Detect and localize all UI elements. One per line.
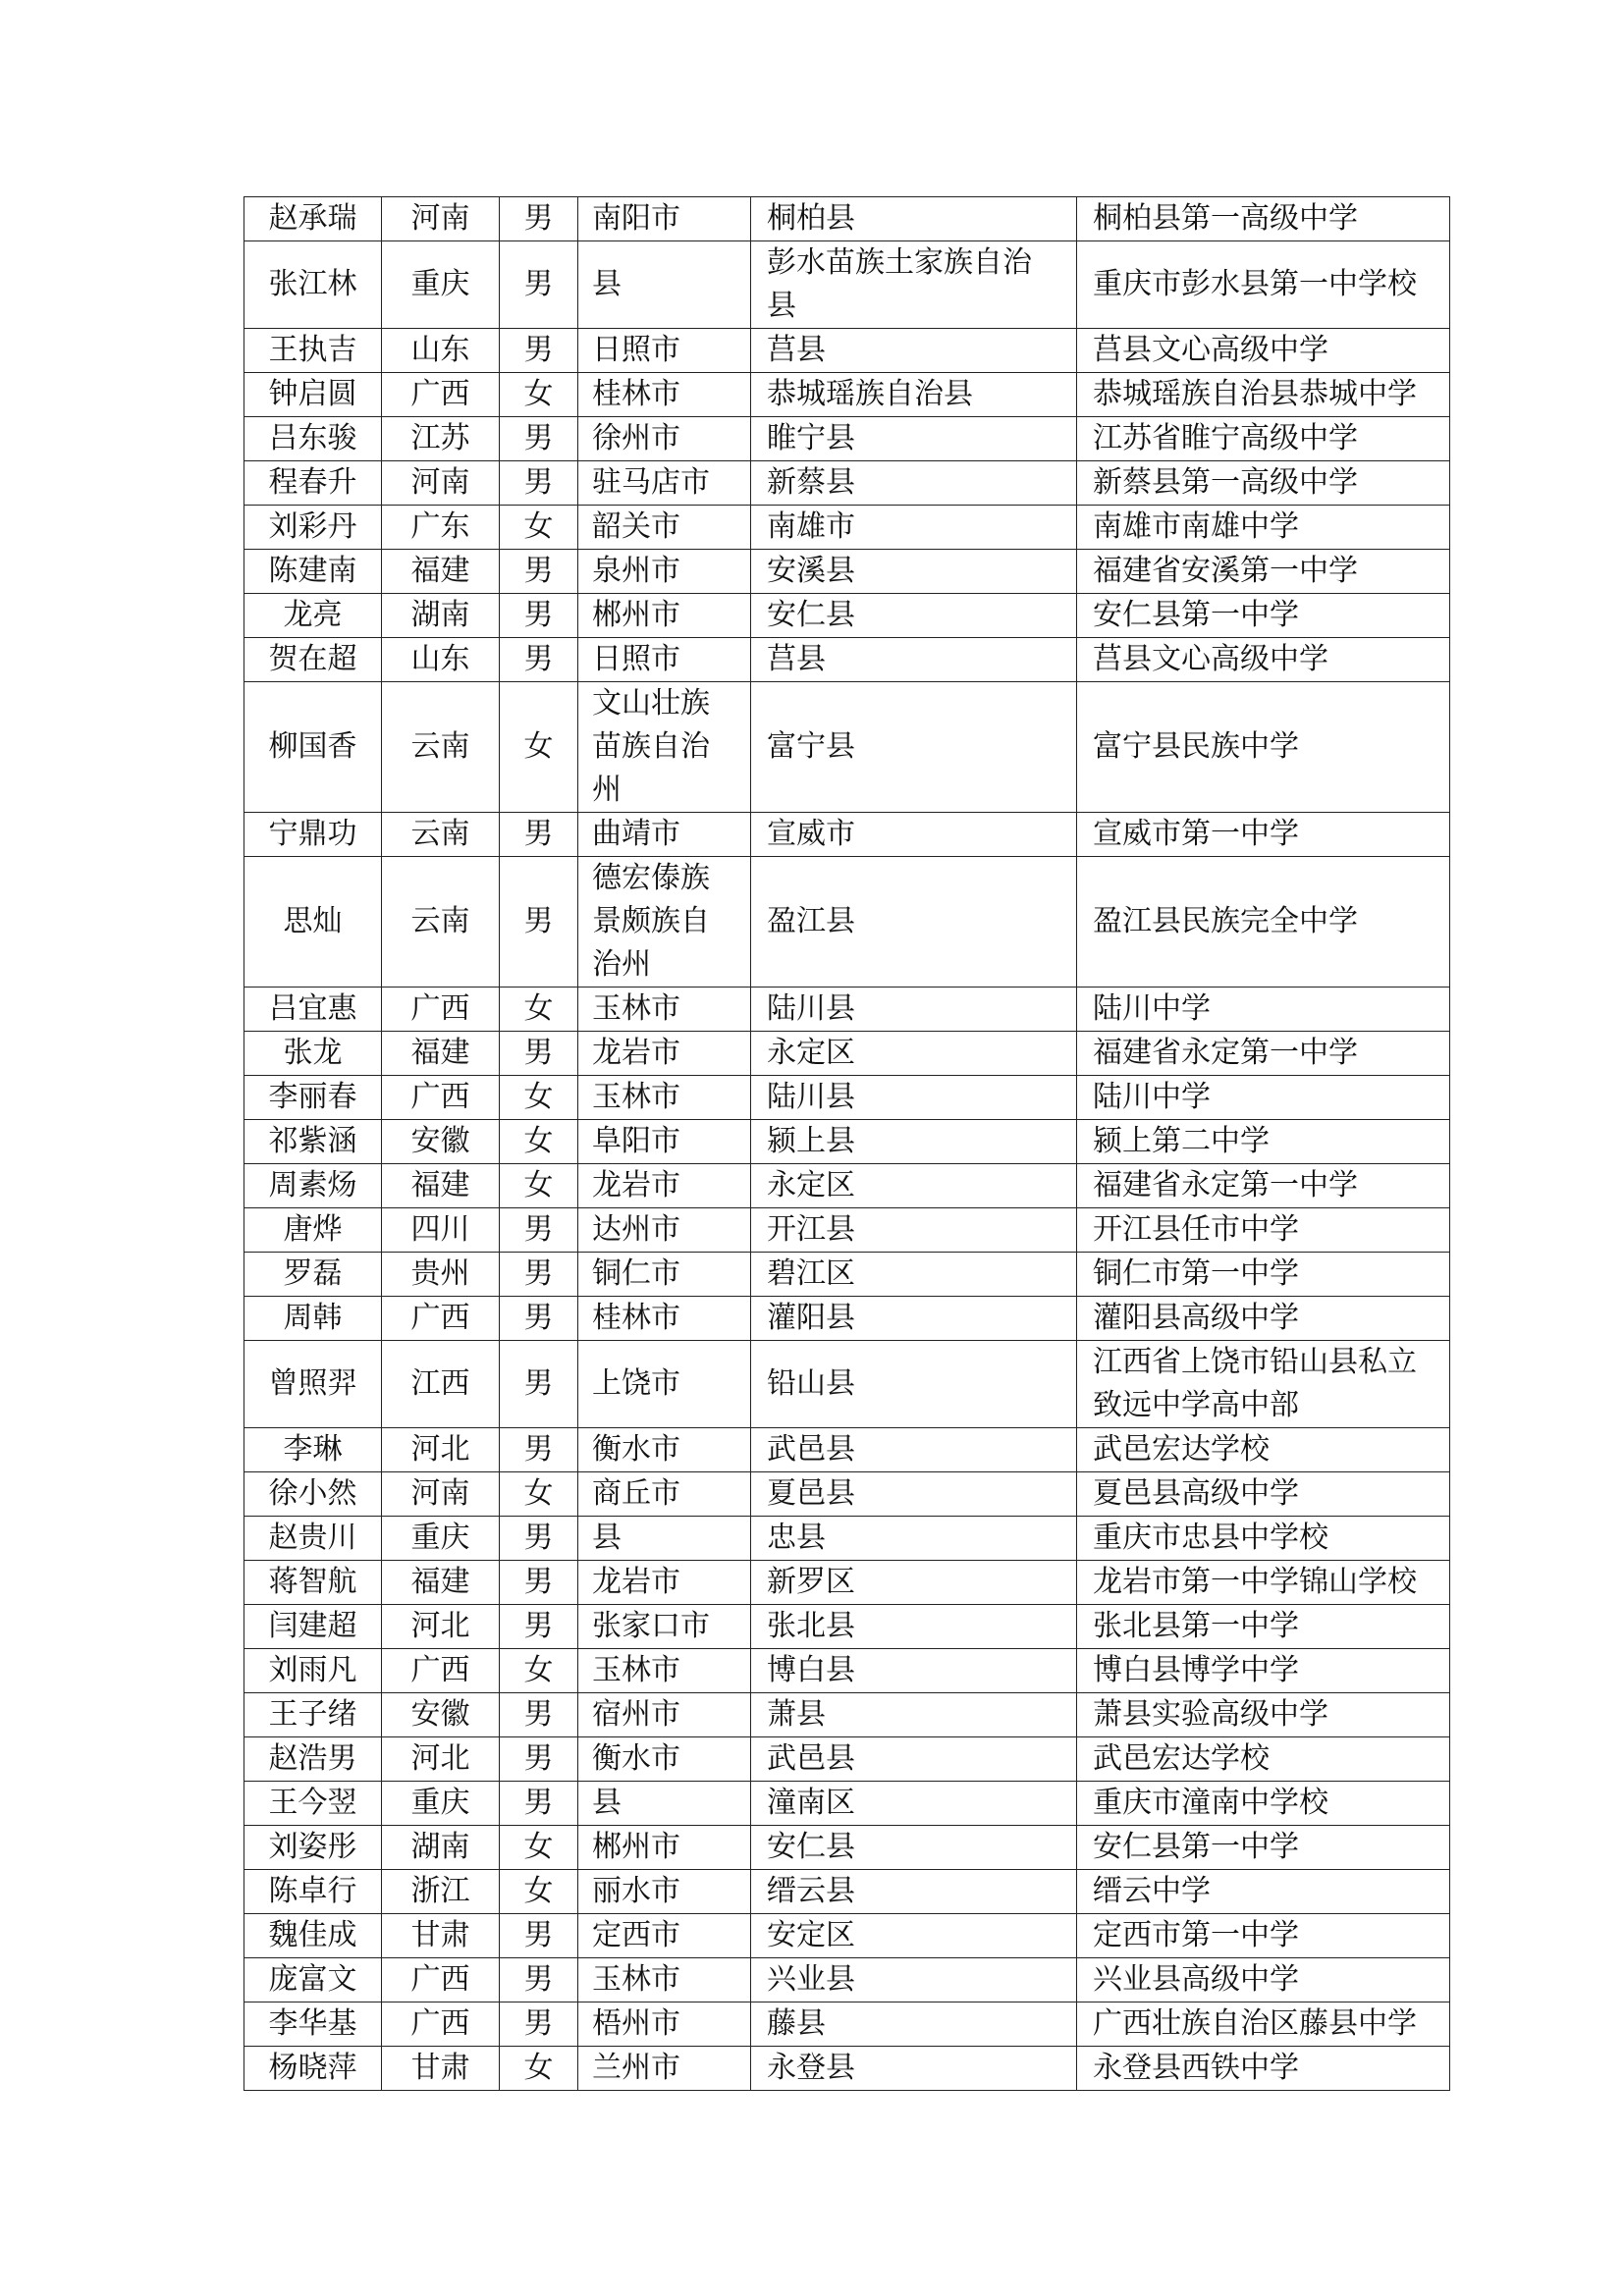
- province-cell: 贵州: [382, 1253, 500, 1297]
- school-cell: 盈江县民族完全中学: [1077, 857, 1450, 988]
- county-cell: 开江县: [751, 1208, 1077, 1253]
- table-row: [244, 1782, 1450, 1826]
- school-cell: 安仁县第一中学: [1077, 1826, 1450, 1870]
- province-cell: 云南: [382, 682, 500, 813]
- student-name-cell: 柳国香: [244, 682, 382, 813]
- county-cell: 陆川县: [751, 988, 1077, 1032]
- student-name-cell: 张江林: [244, 241, 382, 329]
- city-cell: 宿州市: [578, 1693, 751, 1737]
- school-cell: 宣威市第一中学: [1077, 813, 1450, 857]
- table-row: [244, 638, 1450, 682]
- county-cell: 兴业县: [751, 1958, 1077, 2002]
- school-cell: 萧县实验高级中学: [1077, 1693, 1450, 1737]
- city-cell: 玉林市: [578, 1958, 751, 2002]
- gender-cell: 女: [500, 373, 578, 417]
- table-row: [244, 417, 1450, 461]
- table-row: [244, 1958, 1450, 2002]
- gender-cell: 男: [500, 550, 578, 594]
- city-cell: 铜仁市: [578, 1253, 751, 1297]
- table-row: [244, 2002, 1450, 2047]
- county-cell: 灌阳县: [751, 1297, 1077, 1341]
- province-cell: 福建: [382, 1164, 500, 1208]
- table-row: [244, 1826, 1450, 1870]
- student-roster-table: [244, 196, 1450, 2091]
- school-cell: 恭城瑶族自治县恭城中学: [1077, 373, 1450, 417]
- table-row: [244, 1737, 1450, 1782]
- school-cell: 兴业县高级中学: [1077, 1958, 1450, 2002]
- city-cell: 上饶市: [578, 1341, 751, 1428]
- student-name-cell: 罗磊: [244, 1253, 382, 1297]
- province-cell: 福建: [382, 1032, 500, 1076]
- school-cell: 福建省安溪第一中学: [1077, 550, 1450, 594]
- student-name-cell: 赵贵川: [244, 1517, 382, 1561]
- school-cell: 颍上第二中学: [1077, 1120, 1450, 1164]
- table-row: [244, 1428, 1450, 1472]
- school-cell: 莒县文心高级中学: [1077, 638, 1450, 682]
- province-cell: 福建: [382, 550, 500, 594]
- student-name-cell: 陈卓行: [244, 1870, 382, 1914]
- student-name-cell: 闫建超: [244, 1605, 382, 1649]
- table-row: [244, 550, 1450, 594]
- city-cell: 县: [578, 1517, 751, 1561]
- county-cell: 藤县: [751, 2002, 1077, 2047]
- gender-cell: 男: [500, 1428, 578, 1472]
- student-name-cell: 杨晓萍: [244, 2047, 382, 2091]
- table-row: [244, 857, 1450, 988]
- roster-table-body: [244, 197, 1450, 2091]
- student-name-cell: 王执吉: [244, 329, 382, 373]
- gender-cell: 女: [500, 1120, 578, 1164]
- table-row: [244, 2047, 1450, 2091]
- table-row: [244, 1208, 1450, 1253]
- gender-cell: 男: [500, 1297, 578, 1341]
- student-name-cell: 蒋智航: [244, 1561, 382, 1605]
- student-name-cell: 李丽春: [244, 1076, 382, 1120]
- province-cell: 重庆: [382, 1782, 500, 1826]
- city-cell: 梧州市: [578, 2002, 751, 2047]
- province-cell: 河南: [382, 461, 500, 506]
- gender-cell: 男: [500, 1561, 578, 1605]
- province-cell: 广西: [382, 1649, 500, 1693]
- school-cell: 重庆市彭水县第一中学校: [1077, 241, 1450, 329]
- school-cell: 南雄市南雄中学: [1077, 506, 1450, 550]
- county-cell: 陆川县: [751, 1076, 1077, 1120]
- city-cell: 玉林市: [578, 988, 751, 1032]
- gender-cell: 女: [500, 1826, 578, 1870]
- gender-cell: 男: [500, 1341, 578, 1428]
- province-cell: 广东: [382, 506, 500, 550]
- gender-cell: 女: [500, 1649, 578, 1693]
- table-row: [244, 461, 1450, 506]
- student-name-cell: 程春升: [244, 461, 382, 506]
- county-cell: 缙云县: [751, 1870, 1077, 1914]
- county-cell: 忠县: [751, 1517, 1077, 1561]
- city-cell: 玉林市: [578, 1076, 751, 1120]
- table-row: [244, 1472, 1450, 1517]
- gender-cell: 女: [500, 1076, 578, 1120]
- province-cell: 云南: [382, 857, 500, 988]
- school-cell: 开江县任市中学: [1077, 1208, 1450, 1253]
- gender-cell: 男: [500, 1032, 578, 1076]
- table-row: [244, 373, 1450, 417]
- school-cell: 武邑宏达学校: [1077, 1428, 1450, 1472]
- school-cell: 江苏省睢宁高级中学: [1077, 417, 1450, 461]
- county-cell: 永定区: [751, 1164, 1077, 1208]
- table-row: [244, 1341, 1450, 1428]
- city-cell: 龙岩市: [578, 1032, 751, 1076]
- city-cell: 桂林市: [578, 1297, 751, 1341]
- county-cell: 武邑县: [751, 1428, 1077, 1472]
- school-cell: 安仁县第一中学: [1077, 594, 1450, 638]
- table-row: [244, 1076, 1450, 1120]
- province-cell: 广西: [382, 373, 500, 417]
- gender-cell: 男: [500, 1958, 578, 2002]
- province-cell: 山东: [382, 329, 500, 373]
- gender-cell: 女: [500, 506, 578, 550]
- county-cell: 安仁县: [751, 594, 1077, 638]
- school-cell: 陆川中学: [1077, 988, 1450, 1032]
- county-cell: 睢宁县: [751, 417, 1077, 461]
- county-cell: 新蔡县: [751, 461, 1077, 506]
- school-cell: 武邑宏达学校: [1077, 1737, 1450, 1782]
- county-cell: 桐柏县: [751, 197, 1077, 241]
- county-cell: 博白县: [751, 1649, 1077, 1693]
- county-cell: 安定区: [751, 1914, 1077, 1958]
- province-cell: 甘肃: [382, 2047, 500, 2091]
- student-name-cell: 唐烨: [244, 1208, 382, 1253]
- county-cell: 永定区: [751, 1032, 1077, 1076]
- gender-cell: 男: [500, 1517, 578, 1561]
- city-cell: 商丘市: [578, 1472, 751, 1517]
- school-cell: 龙岩市第一中学锦山学校: [1077, 1561, 1450, 1605]
- gender-cell: 男: [500, 241, 578, 329]
- gender-cell: 男: [500, 594, 578, 638]
- county-cell: 安溪县: [751, 550, 1077, 594]
- city-cell: 县: [578, 1782, 751, 1826]
- gender-cell: 女: [500, 1870, 578, 1914]
- gender-cell: 女: [500, 988, 578, 1032]
- student-name-cell: 王子绪: [244, 1693, 382, 1737]
- province-cell: 甘肃: [382, 1914, 500, 1958]
- table-row: [244, 1561, 1450, 1605]
- student-name-cell: 魏佳成: [244, 1914, 382, 1958]
- city-cell: 定西市: [578, 1914, 751, 1958]
- province-cell: 重庆: [382, 1517, 500, 1561]
- city-cell: 文山壮族苗族自治州: [578, 682, 751, 813]
- gender-cell: 男: [500, 1253, 578, 1297]
- county-cell: 宣威市: [751, 813, 1077, 857]
- table-row: [244, 594, 1450, 638]
- student-name-cell: 吕东骏: [244, 417, 382, 461]
- gender-cell: 男: [500, 813, 578, 857]
- school-cell: 定西市第一中学: [1077, 1914, 1450, 1958]
- table-row: [244, 1297, 1450, 1341]
- student-name-cell: 徐小然: [244, 1472, 382, 1517]
- province-cell: 河北: [382, 1605, 500, 1649]
- county-cell: 彭水苗族土家族自治县: [751, 241, 1077, 329]
- school-cell: 富宁县民族中学: [1077, 682, 1450, 813]
- table-row: [244, 1517, 1450, 1561]
- province-cell: 江西: [382, 1341, 500, 1428]
- gender-cell: 男: [500, 417, 578, 461]
- county-cell: 碧江区: [751, 1253, 1077, 1297]
- gender-cell: 男: [500, 857, 578, 988]
- county-cell: 富宁县: [751, 682, 1077, 813]
- table-row: [244, 1914, 1450, 1958]
- gender-cell: 男: [500, 2002, 578, 2047]
- gender-cell: 女: [500, 682, 578, 813]
- gender-cell: 男: [500, 1737, 578, 1782]
- city-cell: 衡水市: [578, 1737, 751, 1782]
- table-row: [244, 1649, 1450, 1693]
- province-cell: 广西: [382, 1076, 500, 1120]
- table-row: [244, 1164, 1450, 1208]
- city-cell: 日照市: [578, 638, 751, 682]
- county-cell: 永登县: [751, 2047, 1077, 2091]
- gender-cell: 女: [500, 2047, 578, 2091]
- table-row: [244, 1605, 1450, 1649]
- city-cell: 衡水市: [578, 1428, 751, 1472]
- student-name-cell: 刘彩丹: [244, 506, 382, 550]
- county-cell: 武邑县: [751, 1737, 1077, 1782]
- city-cell: 丽水市: [578, 1870, 751, 1914]
- student-name-cell: 曾照羿: [244, 1341, 382, 1428]
- school-cell: 江西省上饶市铅山县私立致远中学高中部: [1077, 1341, 1450, 1428]
- city-cell: 龙岩市: [578, 1561, 751, 1605]
- school-cell: 莒县文心高级中学: [1077, 329, 1450, 373]
- school-cell: 新蔡县第一高级中学: [1077, 461, 1450, 506]
- county-cell: 新罗区: [751, 1561, 1077, 1605]
- gender-cell: 男: [500, 197, 578, 241]
- county-cell: 莒县: [751, 329, 1077, 373]
- table-row: [244, 1120, 1450, 1164]
- gender-cell: 男: [500, 461, 578, 506]
- student-name-cell: 思灿: [244, 857, 382, 988]
- student-name-cell: 陈建南: [244, 550, 382, 594]
- student-name-cell: 赵浩男: [244, 1737, 382, 1782]
- school-cell: 重庆市忠县中学校: [1077, 1517, 1450, 1561]
- province-cell: 四川: [382, 1208, 500, 1253]
- table-row: [244, 1693, 1450, 1737]
- student-name-cell: 张龙: [244, 1032, 382, 1076]
- table-row: [244, 1253, 1450, 1297]
- county-cell: 盈江县: [751, 857, 1077, 988]
- county-cell: 张北县: [751, 1605, 1077, 1649]
- city-cell: 徐州市: [578, 417, 751, 461]
- city-cell: 县: [578, 241, 751, 329]
- city-cell: 兰州市: [578, 2047, 751, 2091]
- city-cell: 阜阳市: [578, 1120, 751, 1164]
- county-cell: 萧县: [751, 1693, 1077, 1737]
- county-cell: 铅山县: [751, 1341, 1077, 1428]
- city-cell: 日照市: [578, 329, 751, 373]
- gender-cell: 女: [500, 1472, 578, 1517]
- student-name-cell: 赵承瑞: [244, 197, 382, 241]
- province-cell: 安徽: [382, 1693, 500, 1737]
- school-cell: 博白县博学中学: [1077, 1649, 1450, 1693]
- table-row: [244, 813, 1450, 857]
- school-cell: 桐柏县第一高级中学: [1077, 197, 1450, 241]
- province-cell: 河北: [382, 1428, 500, 1472]
- city-cell: 曲靖市: [578, 813, 751, 857]
- province-cell: 福建: [382, 1561, 500, 1605]
- province-cell: 云南: [382, 813, 500, 857]
- school-cell: 福建省永定第一中学: [1077, 1032, 1450, 1076]
- county-cell: 颍上县: [751, 1120, 1077, 1164]
- province-cell: 广西: [382, 2002, 500, 2047]
- table-row: [244, 197, 1450, 241]
- table-row: [244, 241, 1450, 329]
- student-name-cell: 钟启圆: [244, 373, 382, 417]
- county-cell: 夏邑县: [751, 1472, 1077, 1517]
- table-row: [244, 988, 1450, 1032]
- school-cell: 灌阳县高级中学: [1077, 1297, 1450, 1341]
- student-name-cell: 周韩: [244, 1297, 382, 1341]
- province-cell: 湖南: [382, 594, 500, 638]
- school-cell: 缙云中学: [1077, 1870, 1450, 1914]
- province-cell: 重庆: [382, 241, 500, 329]
- gender-cell: 男: [500, 1693, 578, 1737]
- province-cell: 河南: [382, 1472, 500, 1517]
- school-cell: 铜仁市第一中学: [1077, 1253, 1450, 1297]
- city-cell: 龙岩市: [578, 1164, 751, 1208]
- province-cell: 河南: [382, 197, 500, 241]
- gender-cell: 男: [500, 1605, 578, 1649]
- province-cell: 江苏: [382, 417, 500, 461]
- student-name-cell: 庞富文: [244, 1958, 382, 2002]
- county-cell: 恭城瑶族自治县: [751, 373, 1077, 417]
- city-cell: 韶关市: [578, 506, 751, 550]
- student-name-cell: 祁紫涵: [244, 1120, 382, 1164]
- city-cell: 郴州市: [578, 1826, 751, 1870]
- city-cell: 张家口市: [578, 1605, 751, 1649]
- county-cell: 安仁县: [751, 1826, 1077, 1870]
- city-cell: 南阳市: [578, 197, 751, 241]
- school-cell: 广西壮族自治区藤县中学: [1077, 2002, 1450, 2047]
- student-name-cell: 刘雨凡: [244, 1649, 382, 1693]
- city-cell: 玉林市: [578, 1649, 751, 1693]
- gender-cell: 男: [500, 329, 578, 373]
- school-cell: 陆川中学: [1077, 1076, 1450, 1120]
- table-row: [244, 682, 1450, 813]
- gender-cell: 男: [500, 1914, 578, 1958]
- student-name-cell: 龙亮: [244, 594, 382, 638]
- county-cell: 潼南区: [751, 1782, 1077, 1826]
- province-cell: 山东: [382, 638, 500, 682]
- student-name-cell: 王今翌: [244, 1782, 382, 1826]
- school-cell: 福建省永定第一中学: [1077, 1164, 1450, 1208]
- student-name-cell: 周素炀: [244, 1164, 382, 1208]
- school-cell: 夏邑县高级中学: [1077, 1472, 1450, 1517]
- table-row: [244, 1032, 1450, 1076]
- city-cell: 桂林市: [578, 373, 751, 417]
- province-cell: 安徽: [382, 1120, 500, 1164]
- city-cell: 泉州市: [578, 550, 751, 594]
- city-cell: 驻马店市: [578, 461, 751, 506]
- city-cell: 达州市: [578, 1208, 751, 1253]
- student-name-cell: 李琳: [244, 1428, 382, 1472]
- table-row: [244, 1870, 1450, 1914]
- student-name-cell: 吕宜惠: [244, 988, 382, 1032]
- student-name-cell: 刘姿彤: [244, 1826, 382, 1870]
- school-cell: 张北县第一中学: [1077, 1605, 1450, 1649]
- province-cell: 广西: [382, 1297, 500, 1341]
- student-name-cell: 李华基: [244, 2002, 382, 2047]
- county-cell: 莒县: [751, 638, 1077, 682]
- province-cell: 河北: [382, 1737, 500, 1782]
- student-name-cell: 贺在超: [244, 638, 382, 682]
- city-cell: 郴州市: [578, 594, 751, 638]
- table-row: [244, 506, 1450, 550]
- school-cell: 永登县西铁中学: [1077, 2047, 1450, 2091]
- province-cell: 湖南: [382, 1826, 500, 1870]
- school-cell: 重庆市潼南中学校: [1077, 1782, 1450, 1826]
- gender-cell: 女: [500, 1164, 578, 1208]
- province-cell: 广西: [382, 988, 500, 1032]
- gender-cell: 男: [500, 1782, 578, 1826]
- city-cell: 德宏傣族景颇族自治州: [578, 857, 751, 988]
- province-cell: 浙江: [382, 1870, 500, 1914]
- county-cell: 南雄市: [751, 506, 1077, 550]
- student-name-cell: 宁鼎功: [244, 813, 382, 857]
- gender-cell: 男: [500, 1208, 578, 1253]
- table-row: [244, 329, 1450, 373]
- gender-cell: 男: [500, 638, 578, 682]
- province-cell: 广西: [382, 1958, 500, 2002]
